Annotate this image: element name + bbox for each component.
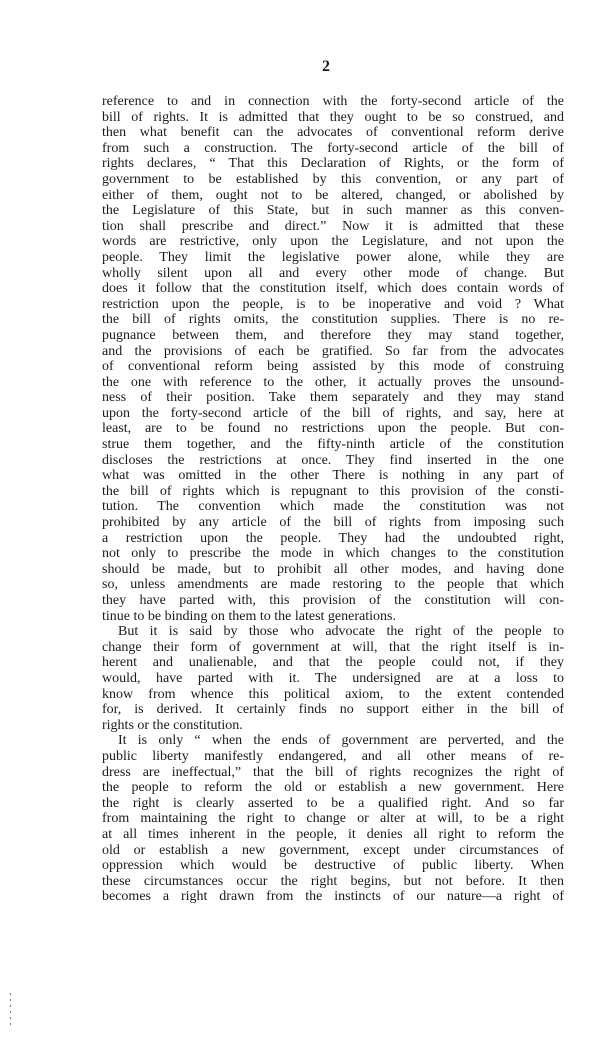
text-line: does it follow that the constitution itself, which does contain words of <box>102 281 564 297</box>
text-line: But it is said by those who advocate the right of the people to <box>118 624 564 640</box>
text-line: the right is clearly asserted to be a qualified right. And so far <box>102 795 564 811</box>
text-line: so, unless amendments are made restoring to the people that which <box>102 577 564 593</box>
text-line: either of them, ought not to be altered, changed, or abolished by <box>102 187 564 203</box>
text-line: strue them together, and the fifty-ninth article of the constitution <box>102 437 564 453</box>
text-line: dress are ineffectual,” that the bill of rights recognizes the right of <box>102 764 564 780</box>
text-line: words are restrictive, only upon the Legislature, and not upon the <box>102 234 564 250</box>
text-line: at all times inherent in the people, it denies all right to reform the <box>102 826 564 842</box>
text-line: ness of their position. Take them separately and they may stand <box>102 390 564 406</box>
text-line: least, are to be found no restrictions upon the people. But con- <box>102 421 564 437</box>
text-line: restriction upon the people, is to be inoperative and void ? What <box>102 296 564 312</box>
text-line: old or establish a new government, except under circumstances of <box>102 842 564 858</box>
text-line: becomes a right drawn from the instincts of our nature—a right of <box>102 889 564 905</box>
text-line: the people to reform the old or establish a new government. Here <box>102 780 564 796</box>
text-line: tion shall prescribe and direct.” Now it is admitted that these <box>102 218 564 234</box>
text-line: and the provisions of each be gratified. So far from the advocates <box>102 343 564 359</box>
body-text <box>102 94 564 905</box>
text-line: oppression which would be destructive of public liberty. When <box>102 858 564 874</box>
page-edge-marks <box>8 990 14 1050</box>
text-line: tution. The convention which made the constitution was not <box>102 499 564 515</box>
text-line: bill of rights. It is admitted that they ought to be so construed, and <box>102 109 564 125</box>
text-line: tinue to be binding on them to the latest generations. <box>102 608 396 624</box>
text-line: know from whence this political axiom, to the extent contended <box>102 686 564 702</box>
text-line: discloses the restrictions at once. They find inserted in the one <box>102 452 564 468</box>
text-line: should be made, but to prohibit all other modes, and having done <box>102 561 564 577</box>
text-line: for, is derived. It certainly finds no support either in the bill of <box>102 702 564 718</box>
text-line: would, have parted with it. The undersigned are at a loss to <box>102 670 564 686</box>
text-line: rights declares, “ That this Declaration of Rights, or the form of <box>102 156 564 172</box>
text-line: what was omitted in the other There is nothing in any part of <box>102 468 564 484</box>
text-line: pugnance between them, and therefore they may stand together, <box>102 327 564 343</box>
text-line: from maintaining the right to change or alter at will, to be a right <box>102 811 564 827</box>
text-line: change their form of government at will, that the right itself is in- <box>102 639 564 655</box>
text-line: reference to and in connection with the forty-second article of the <box>102 94 564 109</box>
text-line: herent and unalienable, and that the people could not, if they <box>102 655 564 671</box>
text-line: public liberty manifestly endangered, and all other means of re- <box>102 748 564 764</box>
text-line: It is only “ when the ends of government are perverted, and the <box>118 733 564 749</box>
text-line: the bill of rights omits, the constitution supplies. There is no re- <box>102 312 564 328</box>
text-line: from such a construction. The forty-second article of the bill of <box>102 140 564 156</box>
text-line: a restriction upon the people. They had the undoubted right, <box>102 530 564 546</box>
text-line: wholly silent upon all and every other mode of change. But <box>102 265 564 281</box>
text-line: people. They limit the legislative power alone, while they are <box>102 249 564 265</box>
text-line: these circumstances occur the right begins, but not before. It then <box>102 873 564 889</box>
text-line: the one with reference to the other, it actually proves the unsound- <box>102 374 564 390</box>
text-line: rights or the constitution. <box>102 717 243 733</box>
text-line: prohibited by any article of the bill of rights from imposing such <box>102 515 564 531</box>
text-line: not only to prescribe the mode in which changes to the constitution <box>102 546 564 562</box>
text-line: then what benefit can the advocates of conventional reform derive <box>102 125 564 141</box>
text-line: the Legislature of this State, but in such manner as this conven- <box>102 203 564 219</box>
text-line: upon the forty-second article of the bill of rights, and say, here at <box>102 405 564 421</box>
page-number: 2 <box>322 58 330 75</box>
text-line: they have parted with, this provision of the constitution will con- <box>102 593 564 608</box>
text-line: government to be established by this convention, or any part of <box>102 171 564 187</box>
text-line: the bill of rights which is repugnant to this provision of the consti- <box>102 483 564 499</box>
text-line: of conventional reform being assisted by this mode of construing <box>102 359 564 375</box>
